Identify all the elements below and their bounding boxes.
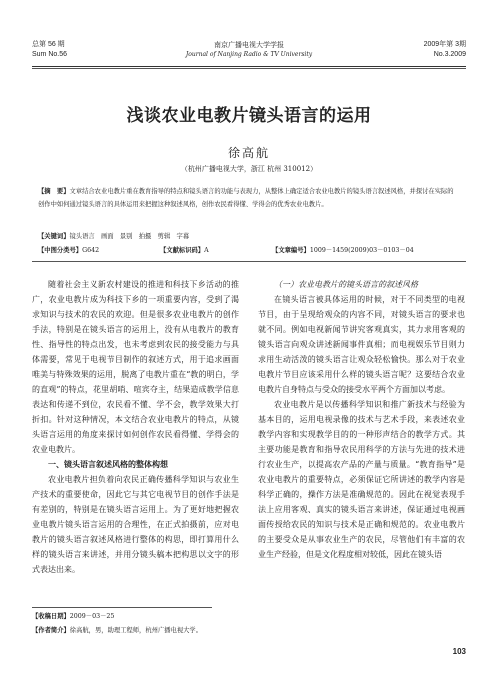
classification-line	[38, 244, 458, 257]
author-name: 徐高航	[227, 146, 270, 160]
doc-value: A	[204, 247, 209, 254]
abstract	[38, 185, 458, 211]
journal-name-cn: 南京广播电视大学学报	[214, 41, 284, 49]
intro-paragraph: 随着社会主义新农村建设的推进和科技下乡活动的推广，农业电教片成为科技下乡的一项重要内容，受到了渴求知识与技术的农民的欢迎。但是很多农业电教片的创作手法，特别是在镜头语言的运用上，没有从电教片的教育性、指导性的特点出发，也未考虑到农民的接受能力与具体需要，常见于电视节目制作的叙述方式，用于追求画面唯美与特殊效果的运用，脱离了电教片重在“教的明白，学的直观”的特点，花里胡哨、喧宾夺主，结果造成教学信息表达和传递不到位，农民看不懂、学不会，教学效果大打折扣。针对这种情况，本文结合农业电教片的特点，从镜头语言运用的角度来探讨如何创作农民看得懂、学得会的农业电教片。	[32, 280, 239, 454]
header-rule-thin	[32, 68, 466, 69]
page-number: 103	[452, 647, 466, 656]
received-date-label: 【收稿日期】	[32, 613, 70, 620]
clc-value: G642	[82, 247, 100, 254]
article-number	[272, 244, 414, 257]
left-column	[32, 277, 239, 577]
year-issue-cn: 2009年第 3期	[423, 41, 466, 48]
journal-name	[32, 40, 466, 60]
issue-cn: 总第 56 期	[32, 41, 65, 48]
doc-code	[160, 244, 270, 257]
received-date	[32, 612, 239, 622]
author-bio-label: 【作者简介】	[32, 627, 70, 634]
header-rule	[32, 66, 466, 67]
received-date-value: 2009－03－25	[69, 613, 115, 620]
abstract-label: 【摘 要】	[38, 188, 70, 195]
author-affiliation: （杭州广播电视大学，浙江 杭州 310012）	[180, 165, 318, 173]
issue-en: Sum No.56	[32, 51, 68, 58]
subsection-paragraph-1: 在镜头语言被具体运用的时候，对于不同类型的电视节目，由于呈现给观众的内容不同，对镜头语言的要求也就不同。例如电视新闻节讲究客观真实，其力求用客观的镜头语言向观众讲述新闻事件真相；而电视娱乐节目则力求用生动活泼的镜头语言让观众轻松愉快。那么对于农业电教片节目应该采用什么样的镜头语言呢？这要结合农业电教片自身特点与受众的接受水平两个方面加以考虑。	[258, 295, 465, 394]
section-heading-1: 一、镜头语言叙述风格的整体构想	[48, 459, 168, 469]
issue-info-right	[424, 40, 466, 60]
clc-code	[38, 244, 158, 257]
author-bio-value: 徐高航，男，助理工程师，杭州广播电视大学。	[69, 627, 203, 634]
keywords	[38, 230, 458, 243]
art-value: 1009－1459(2009)03－0103－04	[309, 247, 414, 254]
keywords-text: 镜头语言 画面 景别 拍摄 剪辑 字幕	[69, 233, 190, 240]
footnote-rule	[32, 607, 212, 608]
subsection-paragraph-2: 农业电教片是以传播科学知识和推广新技术与经验为基本目的，运用电视录像的技术与艺术手段，来表述农业教学内容和实现教学目的的一种形声结合的教学方式。其主要功能是教育和指导农民用科学的方法与先进的技术进行农业生产，以提高农产品的产量与质量。“教育指导”是农业电教片的重要特点，必须保证它所讲述的教学内容是科学正确的，操作方法是准确规范的。因此在视觉表现手法上应用客观、真实的镜头语言来讲述，保证通过电视画面传授给农民的知识与技术是正确和规范的。农业电教片的主要受众是从事农业生产的农民，尽管他们有丰富的农业生产经验，但是文化程度相对较低，因此在镜头语	[258, 400, 465, 559]
clc-label: 【中图分类号】	[38, 247, 83, 254]
subsection-heading-1: （一）农业电教片的镜头语言的叙述风格	[274, 280, 418, 289]
author-bio	[32, 626, 239, 636]
section-1-paragraph: 农业电教片担负着向农民正确传播科学知识与农业生产技术的重要使命，因此它与其它电视节目的创作手法是有差别的，特别是在镜头语言运用上。为了更好地把握农业电教片镜头语言运用的合理性，在正式拍摄前，应对电教片的镜头语言叙述风格进行整体的构思，即打算用什么样的镜头语言来讲述，并用分镜头稿本把构思以文字的形式表达出来。	[32, 475, 239, 574]
abstract-text: 文章结合农业电教片重在教育指导的特点和镜头语言的功能与表现力，从整体上确定适合农业电教片的镜头语言叙述风格，并探讨在实际的创作中如何通过镜头语言的具体运用来把握这种叙述风格，创作农民看得懂、学得会的优秀农业电教片。	[38, 188, 454, 208]
article-title: 浅谈农业电教片镜头语言的运用	[126, 106, 372, 126]
abstract-rule	[32, 261, 466, 262]
art-label: 【文章编号】	[272, 247, 310, 254]
right-column	[258, 277, 465, 562]
keywords-label: 【关键词】	[38, 233, 70, 240]
journal-name-en: Journal of Nanjing Radio & TV University	[185, 51, 313, 58]
year-issue-en: No.3.2009	[433, 51, 466, 58]
doc-label: 【文献标识码】	[160, 247, 205, 254]
running-header	[32, 40, 466, 64]
